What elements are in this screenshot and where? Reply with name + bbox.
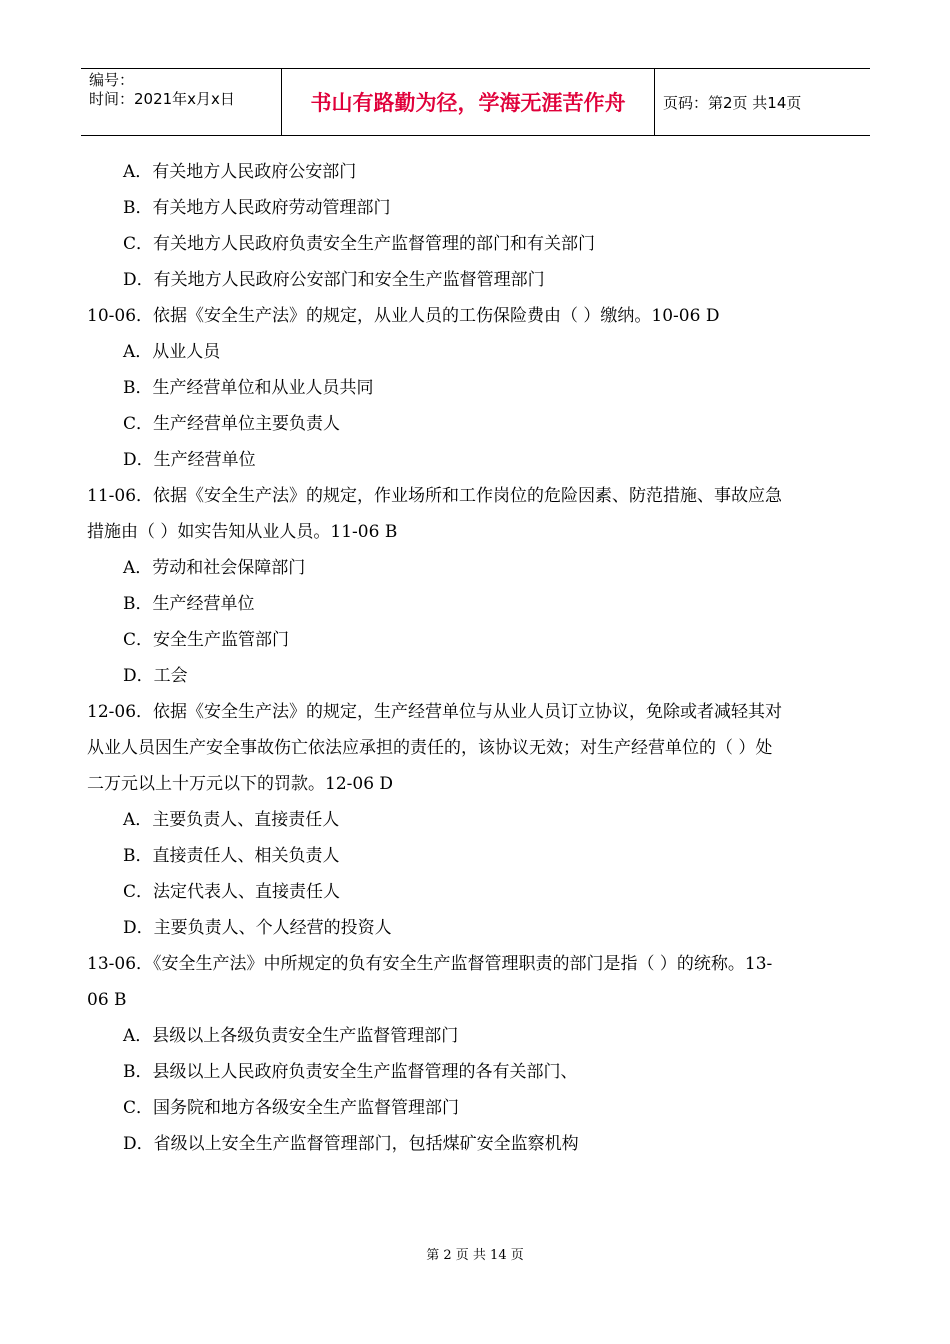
- answer-option: D．省级以上安全生产监督管理部门，包括煤矿安全监察机构: [123, 1134, 579, 1154]
- question-text: 12-06．依据《安全生产法》的规定，生产经营单位与从业人员订立协议，免除或者减轻其对: [87, 702, 783, 722]
- answer-option: B．直接责任人、相关负责人: [123, 846, 340, 866]
- answer-option: A．劳动和社会保障部门: [123, 558, 306, 578]
- answer-option: A．有关地方人民政府公安部门: [123, 162, 357, 182]
- answer-option: B．生产经营单位和从业人员共同: [123, 378, 374, 398]
- document-body: [87, 154, 867, 1162]
- answer-option: D．生产经营单位: [123, 450, 256, 470]
- question-text: 措施由（ ）如实告知从业人员。11-06 B: [87, 522, 398, 542]
- answer-option: A．县级以上各级负责安全生产监督管理部门: [123, 1026, 459, 1046]
- header-table: [81, 68, 870, 136]
- answer-option: A．主要负责人、直接责任人: [123, 810, 340, 830]
- answer-option: D．有关地方人民政府公安部门和安全生产监督管理部门: [123, 270, 545, 290]
- question-text: 13-06．《安全生产法》中所规定的负有安全生产监督管理职责的部门是指（ ）的统称。13-: [87, 954, 773, 974]
- answer-option: B．县级以上人民政府负责安全生产监督管理的各有关部门、: [123, 1062, 578, 1082]
- number-label: 编号：: [89, 71, 135, 89]
- question-text: 11-06．依据《安全生产法》的规定，作业场所和工作岗位的危险因素、防范措施、事故应急: [87, 486, 783, 506]
- date-label: 时间：2021年x月x日: [89, 90, 235, 108]
- answer-option: C．国务院和地方各级安全生产监督管理部门: [123, 1098, 460, 1118]
- answer-option: B．生产经营单位: [123, 594, 255, 614]
- answer-option: C．有关地方人民政府负责安全生产监督管理的部门和有关部门: [123, 234, 596, 254]
- answer-option: D．主要负责人、个人经营的投资人: [123, 918, 392, 938]
- footer-page-number: 第 2 页 共 14 页: [426, 1248, 524, 1263]
- header-page-cell: [655, 69, 870, 135]
- page-info: 页码：第2页 共14页: [663, 93, 802, 112]
- answer-option: C．法定代表人、直接责任人: [123, 882, 341, 902]
- question-text: 二万元以上十万元以下的罚款。12-06 D: [87, 774, 394, 794]
- header-meta-cell: [81, 69, 282, 135]
- answer-option: A．从业人员: [123, 342, 221, 362]
- answer-option: C．安全生产监管部门: [123, 630, 290, 650]
- question-text: 06 B: [87, 990, 127, 1010]
- answer-option: D．工会: [123, 666, 188, 686]
- answer-option: B．有关地方人民政府劳动管理部门: [123, 198, 391, 218]
- question-text: 10-06．依据《安全生产法》的规定，从业人员的工伤保险费由（ ）缴纳。10-06 D: [87, 306, 720, 326]
- page-footer: [0, 1244, 950, 1263]
- header-motto-cell: [282, 69, 655, 135]
- question-text: 从业人员因生产安全事故伤亡依法应承担的责任的，该协议无效；对生产经营单位的（ ）处: [87, 738, 773, 758]
- answer-option: C．生产经营单位主要负责人: [123, 414, 341, 434]
- motto-text: 书山有路勤为径，学海无涯苦作舟: [310, 91, 626, 115]
